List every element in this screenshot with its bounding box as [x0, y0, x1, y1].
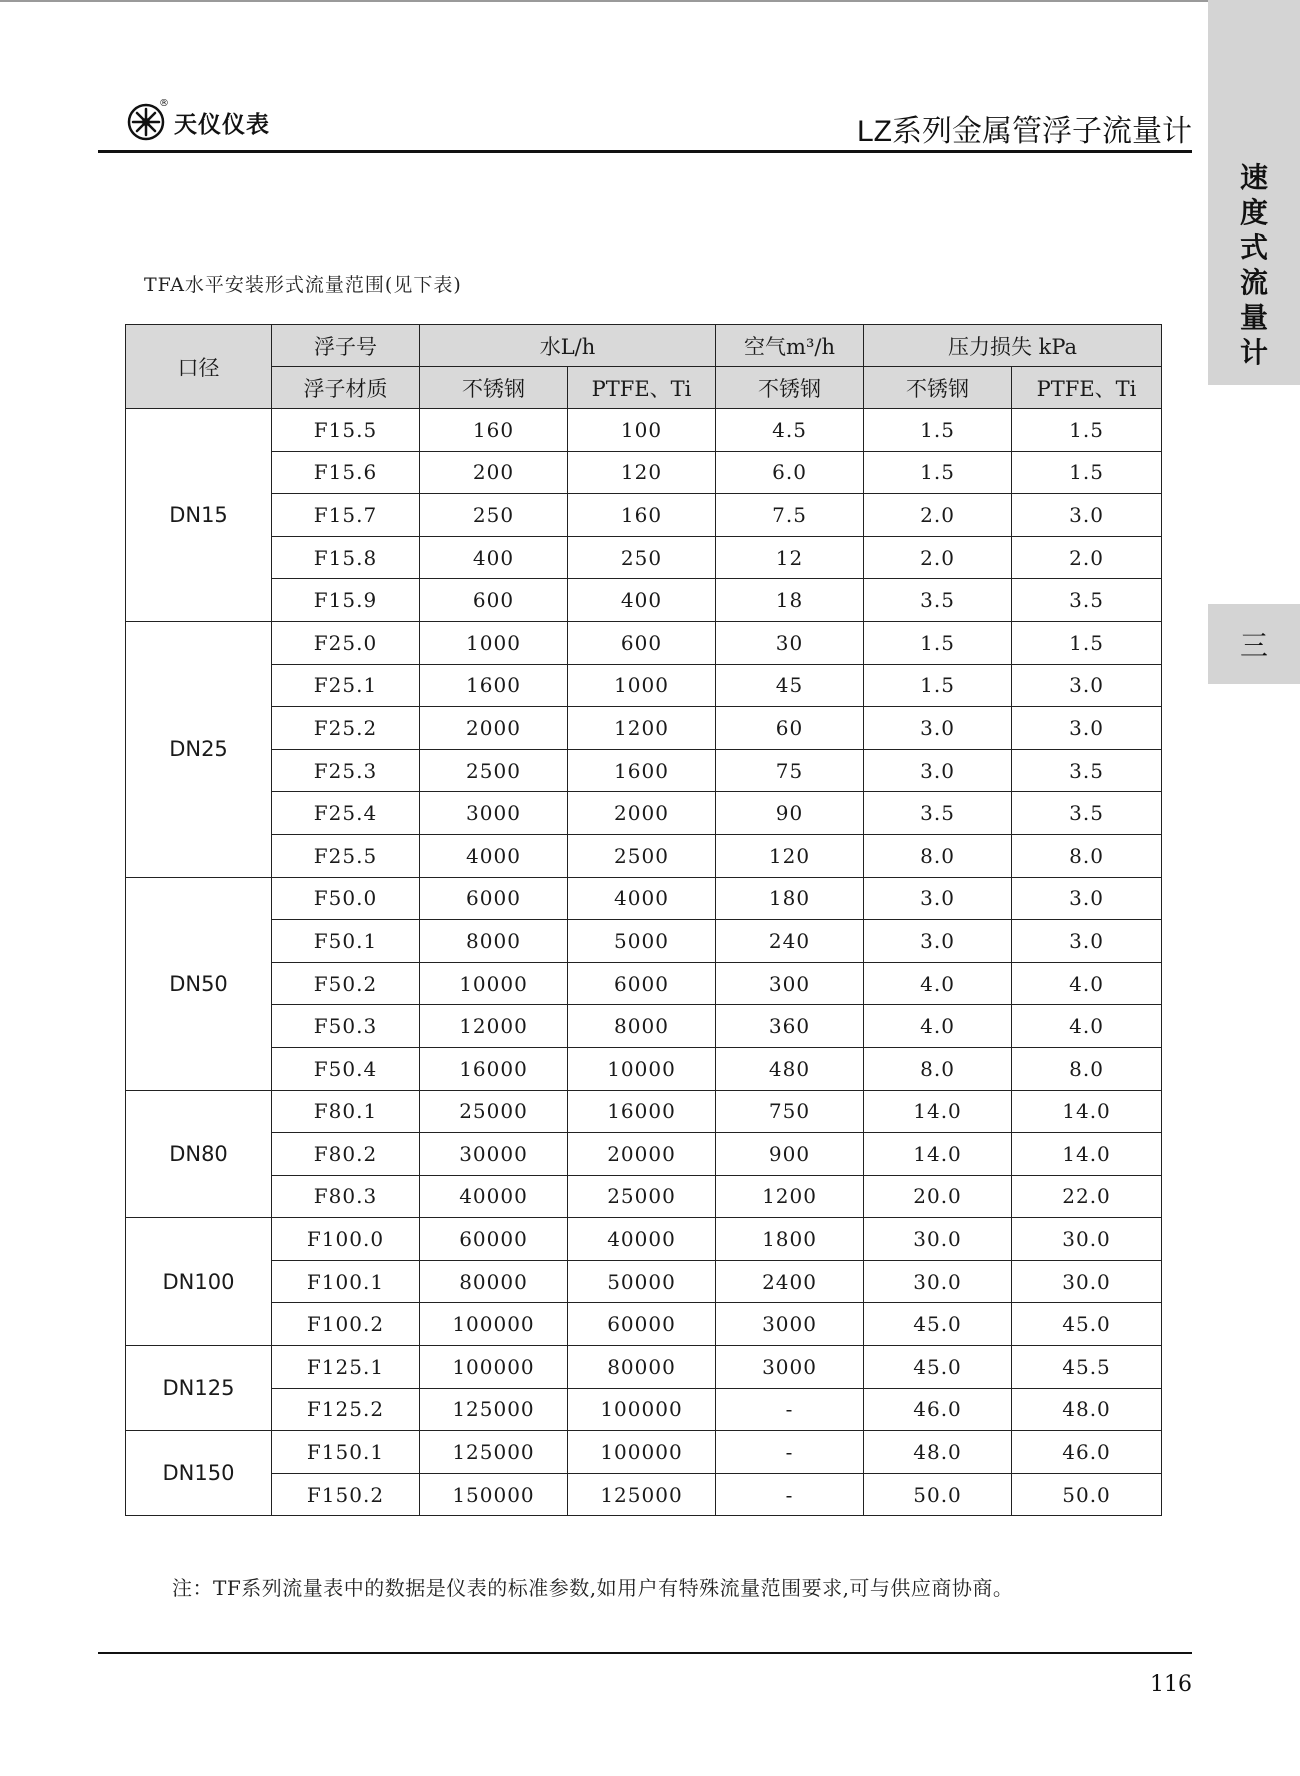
- flow-range-table: [125, 324, 1162, 1516]
- table-row: [126, 1133, 1162, 1176]
- brand: [126, 98, 270, 142]
- pressure-stainless-cell: 3.0: [864, 707, 1012, 750]
- water-stainless-cell: 125000: [420, 1431, 568, 1474]
- air-stainless-cell: 45: [716, 664, 864, 707]
- water-ptfe-cell: 10000: [568, 1047, 716, 1090]
- pressure-stainless-cell: 50.0: [864, 1473, 1012, 1516]
- air-stainless-cell: -: [716, 1431, 864, 1474]
- pressure-ptfe-cell: 3.0: [1012, 494, 1162, 537]
- air-stainless-cell: 18: [716, 579, 864, 622]
- header-float-no: 浮子号: [272, 325, 420, 367]
- water-ptfe-cell: 250: [568, 536, 716, 579]
- air-stainless-cell: 75: [716, 749, 864, 792]
- header-caliber: 口径: [126, 325, 272, 409]
- water-ptfe-cell: 4000: [568, 877, 716, 920]
- water-ptfe-cell: 160: [568, 494, 716, 537]
- pressure-stainless-cell: 14.0: [864, 1133, 1012, 1176]
- water-ptfe-cell: 16000: [568, 1090, 716, 1133]
- side-tab-category: [1208, 0, 1300, 385]
- table-row: [126, 1005, 1162, 1048]
- pressure-ptfe-cell: 3.0: [1012, 707, 1162, 750]
- water-stainless-cell: 600: [420, 579, 568, 622]
- pressure-stainless-cell: 45.0: [864, 1303, 1012, 1346]
- water-stainless-cell: 160: [420, 409, 568, 452]
- table-row: [126, 579, 1162, 622]
- air-stainless-cell: 120: [716, 834, 864, 877]
- table-row: [126, 494, 1162, 537]
- pressure-ptfe-cell: 14.0: [1012, 1133, 1162, 1176]
- table-row: [126, 1218, 1162, 1261]
- pressure-stainless-cell: 20.0: [864, 1175, 1012, 1218]
- side-tab-section: 三: [1208, 604, 1300, 684]
- float-no-cell: F15.5: [272, 409, 420, 452]
- table-row: [126, 920, 1162, 963]
- header-float-material: 浮子材质: [272, 367, 420, 409]
- caliber-cell: DN125: [126, 1346, 272, 1431]
- pressure-ptfe-cell: 3.0: [1012, 877, 1162, 920]
- water-ptfe-cell: 60000: [568, 1303, 716, 1346]
- header-pressure-stainless: 不锈钢: [864, 367, 1012, 409]
- air-stainless-cell: 30: [716, 621, 864, 664]
- float-no-cell: F25.4: [272, 792, 420, 835]
- caliber-cell: DN100: [126, 1218, 272, 1346]
- water-stainless-cell: 2000: [420, 707, 568, 750]
- table-row: [126, 749, 1162, 792]
- table-row: [126, 536, 1162, 579]
- water-stainless-cell: 4000: [420, 834, 568, 877]
- float-no-cell: F25.5: [272, 834, 420, 877]
- pressure-ptfe-cell: 30.0: [1012, 1260, 1162, 1303]
- water-ptfe-cell: 600: [568, 621, 716, 664]
- table-row: [126, 1431, 1162, 1474]
- table-row: [126, 1303, 1162, 1346]
- table-row: [126, 621, 1162, 664]
- float-no-cell: F150.1: [272, 1431, 420, 1474]
- water-ptfe-cell: 1200: [568, 707, 716, 750]
- pressure-ptfe-cell: 2.0: [1012, 536, 1162, 579]
- table-row: [126, 1090, 1162, 1133]
- table-row: [126, 1473, 1162, 1516]
- water-ptfe-cell: 100000: [568, 1431, 716, 1474]
- air-stainless-cell: 2400: [716, 1260, 864, 1303]
- float-no-cell: F50.3: [272, 1005, 420, 1048]
- pressure-stainless-cell: 2.0: [864, 536, 1012, 579]
- water-stainless-cell: 400: [420, 536, 568, 579]
- pressure-stainless-cell: 45.0: [864, 1346, 1012, 1389]
- page-number: 116: [1150, 1672, 1192, 1697]
- air-stainless-cell: 3000: [716, 1303, 864, 1346]
- pressure-ptfe-cell: 50.0: [1012, 1473, 1162, 1516]
- water-ptfe-cell: 40000: [568, 1218, 716, 1261]
- pressure-stainless-cell: 4.0: [864, 962, 1012, 1005]
- water-stainless-cell: 40000: [420, 1175, 568, 1218]
- water-stainless-cell: 200: [420, 451, 568, 494]
- table-row: [126, 409, 1162, 452]
- caliber-cell: DN80: [126, 1090, 272, 1218]
- pressure-stainless-cell: 30.0: [864, 1260, 1012, 1303]
- header-rule: [98, 150, 1192, 153]
- water-ptfe-cell: 80000: [568, 1346, 716, 1389]
- float-no-cell: F25.2: [272, 707, 420, 750]
- air-stainless-cell: 7.5: [716, 494, 864, 537]
- air-stainless-cell: 90: [716, 792, 864, 835]
- pressure-stainless-cell: 1.5: [864, 664, 1012, 707]
- table-header-row: [126, 325, 1162, 367]
- air-stainless-cell: -: [716, 1473, 864, 1516]
- float-no-cell: F80.2: [272, 1133, 420, 1176]
- float-no-cell: F50.0: [272, 877, 420, 920]
- pressure-stainless-cell: 48.0: [864, 1431, 1012, 1474]
- float-no-cell: F25.0: [272, 621, 420, 664]
- air-stainless-cell: 3000: [716, 1346, 864, 1389]
- table-caption: TFA水平安装形式流量范围(见下表): [144, 274, 462, 296]
- header-water: 水L/h: [420, 325, 716, 367]
- float-no-cell: F100.0: [272, 1218, 420, 1261]
- footer-rule: [98, 1652, 1192, 1654]
- pressure-stainless-cell: 1.5: [864, 621, 1012, 664]
- pressure-ptfe-cell: 1.5: [1012, 451, 1162, 494]
- float-no-cell: F15.8: [272, 536, 420, 579]
- air-stainless-cell: -: [716, 1388, 864, 1431]
- air-stainless-cell: 900: [716, 1133, 864, 1176]
- air-stainless-cell: 4.5: [716, 409, 864, 452]
- pressure-ptfe-cell: 3.5: [1012, 579, 1162, 622]
- pressure-stainless-cell: 1.5: [864, 451, 1012, 494]
- water-ptfe-cell: 5000: [568, 920, 716, 963]
- header-pressure-ptfe: PTFE、Ti: [1012, 367, 1162, 409]
- table-row: [126, 792, 1162, 835]
- float-no-cell: F100.1: [272, 1260, 420, 1303]
- pressure-ptfe-cell: 4.0: [1012, 962, 1162, 1005]
- water-ptfe-cell: 20000: [568, 1133, 716, 1176]
- table-body: [126, 409, 1162, 1516]
- table-row: [126, 664, 1162, 707]
- water-ptfe-cell: 100: [568, 409, 716, 452]
- table-note: 注：TF系列流量表中的数据是仪表的标准参数,如用户有特殊流量范围要求,可与供应商协商。: [172, 1576, 1014, 1600]
- table-row: [126, 834, 1162, 877]
- table-row: [126, 1260, 1162, 1303]
- pressure-ptfe-cell: 46.0: [1012, 1431, 1162, 1474]
- air-stainless-cell: 300: [716, 962, 864, 1005]
- pressure-stainless-cell: 14.0: [864, 1090, 1012, 1133]
- pressure-ptfe-cell: 22.0: [1012, 1175, 1162, 1218]
- water-stainless-cell: 100000: [420, 1303, 568, 1346]
- top-rule: [0, 0, 1208, 2]
- table-row: [126, 1346, 1162, 1389]
- pressure-stainless-cell: 3.0: [864, 749, 1012, 792]
- table-row: [126, 877, 1162, 920]
- table-row: [126, 451, 1162, 494]
- water-stainless-cell: 6000: [420, 877, 568, 920]
- pressure-stainless-cell: 2.0: [864, 494, 1012, 537]
- pressure-stainless-cell: 30.0: [864, 1218, 1012, 1261]
- water-stainless-cell: 2500: [420, 749, 568, 792]
- pressure-ptfe-cell: 3.0: [1012, 920, 1162, 963]
- air-stainless-cell: 240: [716, 920, 864, 963]
- table-row: [126, 962, 1162, 1005]
- header-pressure-loss: 压力损失 kPa: [864, 325, 1162, 367]
- water-ptfe-cell: 1000: [568, 664, 716, 707]
- water-stainless-cell: 10000: [420, 962, 568, 1005]
- water-ptfe-cell: 1600: [568, 749, 716, 792]
- pressure-ptfe-cell: 4.0: [1012, 1005, 1162, 1048]
- water-stainless-cell: 1600: [420, 664, 568, 707]
- water-stainless-cell: 250: [420, 494, 568, 537]
- pressure-stainless-cell: 8.0: [864, 834, 1012, 877]
- air-stainless-cell: 1200: [716, 1175, 864, 1218]
- water-ptfe-cell: 120: [568, 451, 716, 494]
- float-no-cell: F50.4: [272, 1047, 420, 1090]
- water-stainless-cell: 8000: [420, 920, 568, 963]
- water-stainless-cell: 16000: [420, 1047, 568, 1090]
- table-row: [126, 707, 1162, 750]
- float-no-cell: F100.2: [272, 1303, 420, 1346]
- air-stainless-cell: 750: [716, 1090, 864, 1133]
- pressure-ptfe-cell: 8.0: [1012, 834, 1162, 877]
- side-tab-label: 速 度 式 流 量 计: [1239, 161, 1268, 369]
- pressure-stainless-cell: 46.0: [864, 1388, 1012, 1431]
- registered-mark: ®: [159, 98, 169, 109]
- brand-name: 天仪仪表: [174, 111, 270, 138]
- pressure-ptfe-cell: 45.5: [1012, 1346, 1162, 1389]
- pressure-ptfe-cell: 1.5: [1012, 621, 1162, 664]
- pressure-ptfe-cell: 3.5: [1012, 749, 1162, 792]
- float-no-cell: F50.2: [272, 962, 420, 1005]
- water-stainless-cell: 25000: [420, 1090, 568, 1133]
- float-no-cell: F15.7: [272, 494, 420, 537]
- caliber-cell: DN25: [126, 621, 272, 877]
- pressure-stainless-cell: 1.5: [864, 409, 1012, 452]
- water-stainless-cell: 12000: [420, 1005, 568, 1048]
- water-ptfe-cell: 8000: [568, 1005, 716, 1048]
- header-air-stainless: 不锈钢: [716, 367, 864, 409]
- pressure-stainless-cell: 3.5: [864, 792, 1012, 835]
- float-no-cell: F125.2: [272, 1388, 420, 1431]
- float-no-cell: F15.9: [272, 579, 420, 622]
- water-ptfe-cell: 25000: [568, 1175, 716, 1218]
- pressure-stainless-cell: 3.0: [864, 877, 1012, 920]
- water-ptfe-cell: 50000: [568, 1260, 716, 1303]
- pressure-ptfe-cell: 30.0: [1012, 1218, 1162, 1261]
- table-row: [126, 1175, 1162, 1218]
- water-stainless-cell: 30000: [420, 1133, 568, 1176]
- water-ptfe-cell: 2500: [568, 834, 716, 877]
- float-no-cell: F80.3: [272, 1175, 420, 1218]
- float-no-cell: F25.1: [272, 664, 420, 707]
- pressure-ptfe-cell: 48.0: [1012, 1388, 1162, 1431]
- float-no-cell: F15.6: [272, 451, 420, 494]
- caliber-cell: DN50: [126, 877, 272, 1090]
- pressure-ptfe-cell: 1.5: [1012, 409, 1162, 452]
- pressure-stainless-cell: 8.0: [864, 1047, 1012, 1090]
- pressure-stainless-cell: 4.0: [864, 1005, 1012, 1048]
- air-stainless-cell: 480: [716, 1047, 864, 1090]
- air-stainless-cell: 360: [716, 1005, 864, 1048]
- pressure-stainless-cell: 3.5: [864, 579, 1012, 622]
- pressure-ptfe-cell: 14.0: [1012, 1090, 1162, 1133]
- air-stainless-cell: 1800: [716, 1218, 864, 1261]
- pressure-ptfe-cell: 3.5: [1012, 792, 1162, 835]
- air-stainless-cell: 60: [716, 707, 864, 750]
- water-stainless-cell: 150000: [420, 1473, 568, 1516]
- pressure-ptfe-cell: 3.0: [1012, 664, 1162, 707]
- table-subheader-row: [126, 367, 1162, 409]
- header-air: 空气m³/h: [716, 325, 864, 367]
- water-stainless-cell: 100000: [420, 1346, 568, 1389]
- pressure-stainless-cell: 3.0: [864, 920, 1012, 963]
- document-title: LZ系列金属管浮子流量计: [856, 115, 1192, 148]
- water-ptfe-cell: 400: [568, 579, 716, 622]
- air-stainless-cell: 12: [716, 536, 864, 579]
- float-no-cell: F125.1: [272, 1346, 420, 1389]
- float-no-cell: F50.1: [272, 920, 420, 963]
- water-ptfe-cell: 6000: [568, 962, 716, 1005]
- header-water-stainless: 不锈钢: [420, 367, 568, 409]
- water-stainless-cell: 1000: [420, 621, 568, 664]
- float-no-cell: F25.3: [272, 749, 420, 792]
- float-no-cell: F150.2: [272, 1473, 420, 1516]
- float-no-cell: F80.1: [272, 1090, 420, 1133]
- water-ptfe-cell: 100000: [568, 1388, 716, 1431]
- pressure-ptfe-cell: 45.0: [1012, 1303, 1162, 1346]
- air-stainless-cell: 6.0: [716, 451, 864, 494]
- pressure-ptfe-cell: 8.0: [1012, 1047, 1162, 1090]
- water-stainless-cell: 80000: [420, 1260, 568, 1303]
- water-stainless-cell: 60000: [420, 1218, 568, 1261]
- caliber-cell: DN15: [126, 409, 272, 622]
- caliber-cell: DN150: [126, 1431, 272, 1516]
- air-stainless-cell: 180: [716, 877, 864, 920]
- table-row: [126, 1388, 1162, 1431]
- water-ptfe-cell: 125000: [568, 1473, 716, 1516]
- water-ptfe-cell: 2000: [568, 792, 716, 835]
- water-stainless-cell: 3000: [420, 792, 568, 835]
- header-water-ptfe: PTFE、Ti: [568, 367, 716, 409]
- water-stainless-cell: 125000: [420, 1388, 568, 1431]
- table-row: [126, 1047, 1162, 1090]
